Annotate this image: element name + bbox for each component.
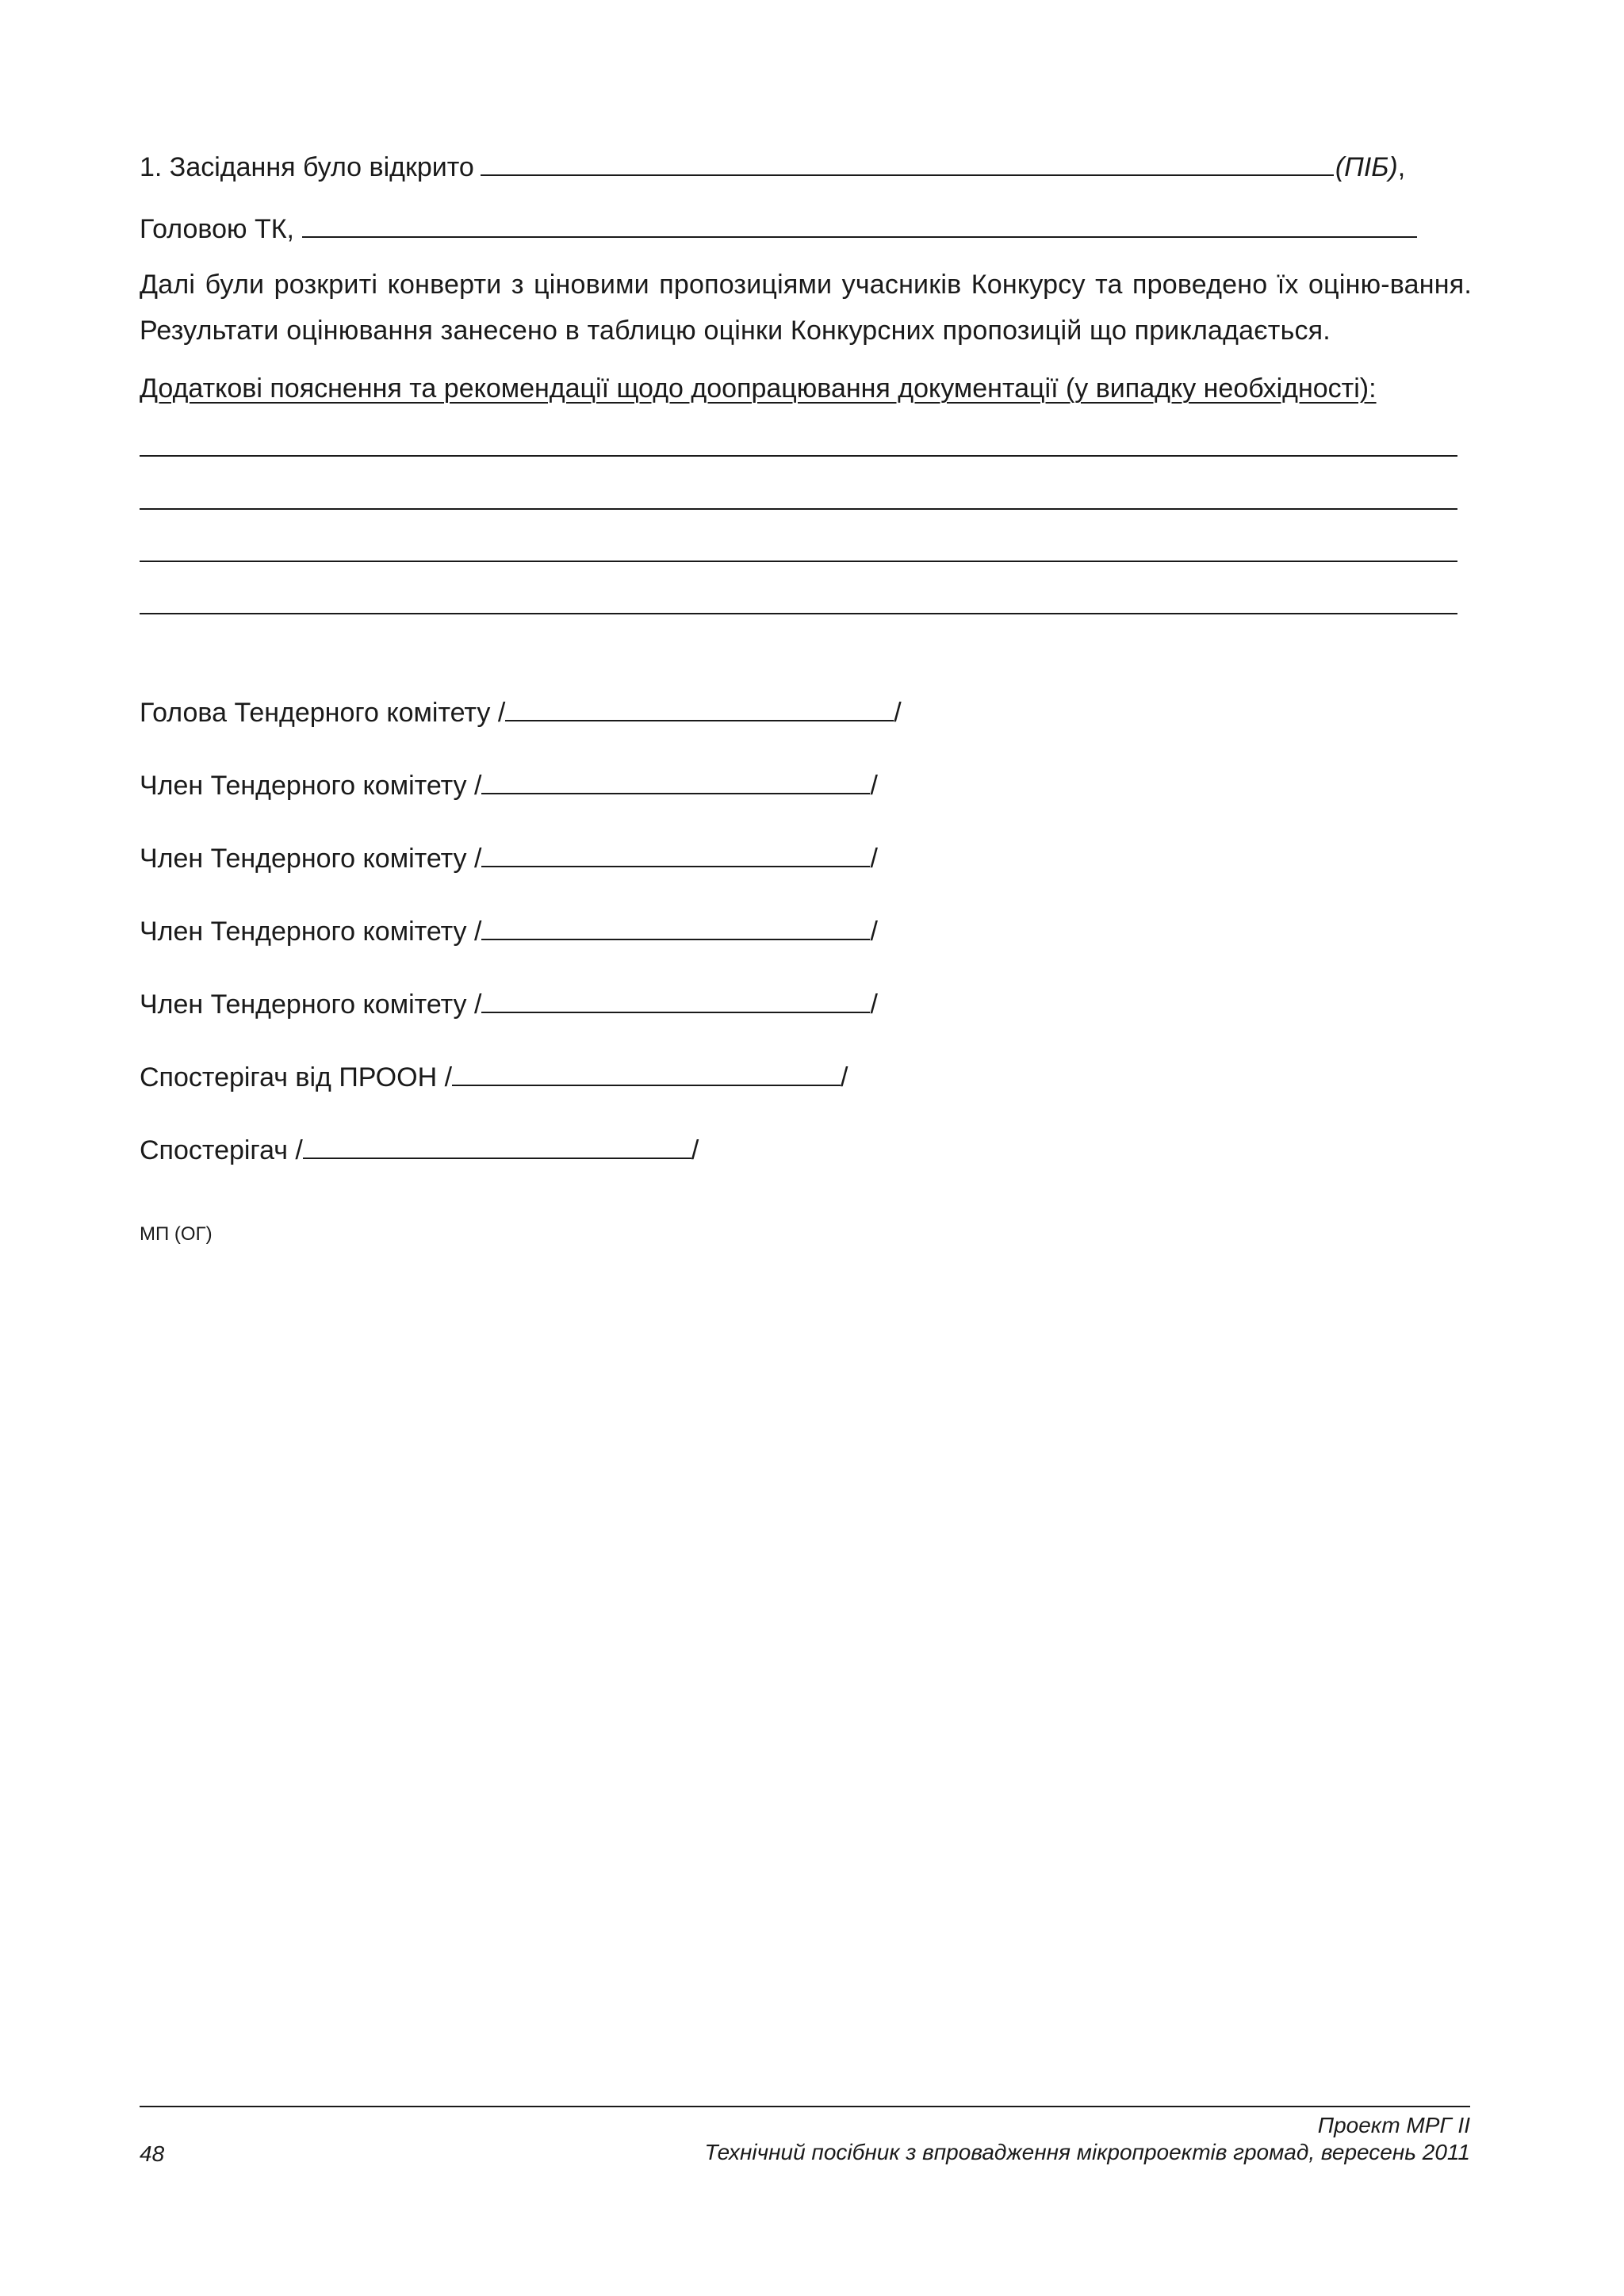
evaluation-paragraph: Далі були розкриті конверти з ціновими пропозиціями учасників Конкурсу та проведено їх оціню-вання. Результати оцінювання занесено в таблицю оцінки Конкурсних пропозицій що прикладається. [140,270,1472,346]
signature-row-member-3 [140,915,878,947]
signature-field[interactable] [481,915,870,940]
signature-row-chair [140,696,902,729]
full-name-hint: (ПІБ) [1335,152,1398,182]
signature-end: / [841,1062,848,1093]
signature-label: Член Тендерного комітету / [140,771,482,801]
signature-end: / [870,771,878,801]
footer-project: Проект МРГ ІІ [1317,2113,1470,2137]
opened-by-name-field[interactable] [481,151,1334,176]
signature-end: / [691,1135,699,1165]
signature-label: Член Тендерного комітету / [140,989,482,1020]
signature-end: / [870,844,878,874]
notes-line-3[interactable] [140,561,1457,562]
notes-line-1[interactable] [140,455,1457,457]
stamp-place-label: МП (ОГ) [140,1223,213,1245]
page-number: 48 [140,2141,165,2166]
signature-field[interactable] [481,842,870,867]
signature-field[interactable] [452,1061,841,1086]
signature-field[interactable] [481,988,870,1013]
signature-row-member-4 [140,988,878,1020]
footer-info [704,2112,1470,2166]
signature-field[interactable] [481,769,870,794]
signature-label: Член Тендерного комітету / [140,844,482,874]
notes-line-2[interactable] [140,508,1457,510]
signature-field[interactable] [505,696,894,721]
signature-field[interactable] [303,1134,691,1159]
signature-label: Член Тендерного комітету / [140,916,482,947]
notes-heading: Додаткові пояснення та рекомендації щодо доопрацювання документації (у випадку необхідності): [140,373,1377,404]
notes-line-4[interactable] [140,613,1457,614]
footer-manual-title: Технічний посібник з впровадження мікропроектів громад, вересень 2011 [704,2140,1470,2164]
chairman-line [140,212,1419,245]
signature-label: Голова Тендерного комітету / [140,698,506,728]
signature-label: Спостерігач від ПРООН / [140,1062,453,1093]
chairman-label: Головою ТК, [140,214,294,244]
signature-end: / [870,916,878,947]
meeting-opened-line [140,151,1405,183]
signature-row-observer [140,1134,699,1166]
meeting-opened-label: 1. Засідання було відкрито [140,152,474,182]
signature-row-undp-observer [140,1061,848,1093]
signature-end: / [870,989,878,1020]
footer-divider [140,2106,1470,2107]
signature-end: / [894,698,902,728]
signature-label: Спостерігач / [140,1135,303,1165]
signature-row-member-2 [140,842,878,874]
signature-row-member-1 [140,769,878,802]
chairman-name-field[interactable] [302,212,1417,238]
line1-comma: , [1397,152,1406,182]
